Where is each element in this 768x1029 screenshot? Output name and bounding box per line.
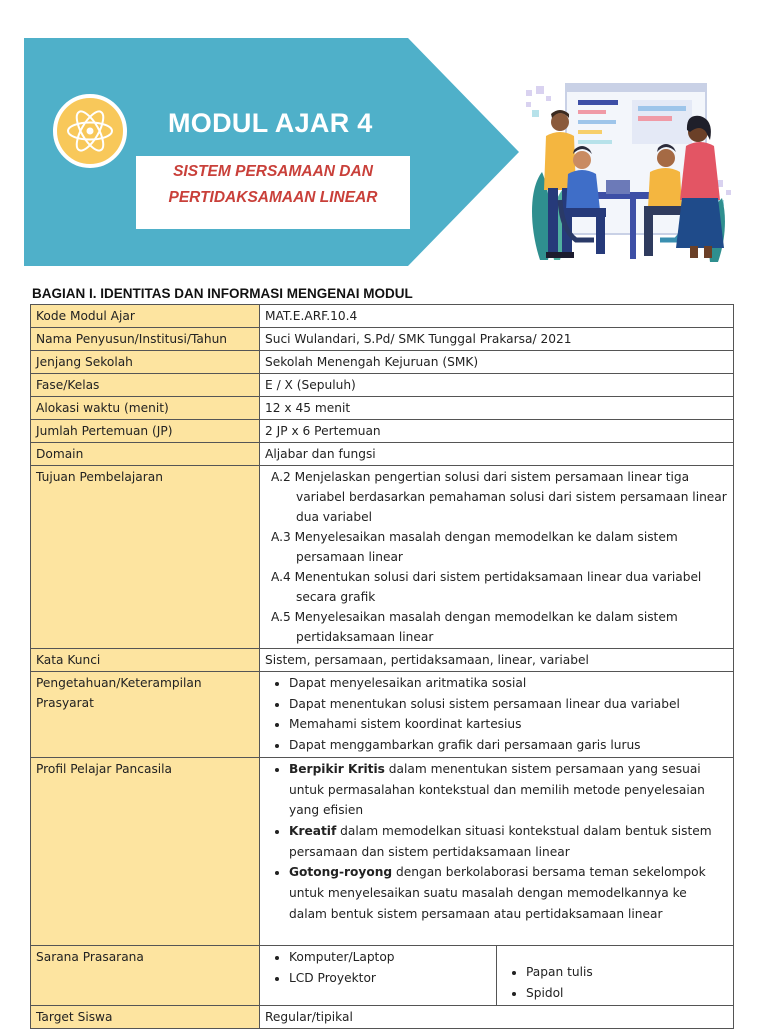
row-label: Target Siswa xyxy=(31,1005,260,1028)
table-row xyxy=(31,466,734,649)
row-label: Jumlah Pertemuan (JP) xyxy=(31,420,260,443)
list-item: • Papan tulis xyxy=(526,962,728,983)
table-row xyxy=(31,420,734,443)
header-banner xyxy=(0,0,768,275)
module-identity-table xyxy=(30,304,734,1029)
profile-desc: dalam memodelkan situasi kontekstual dalam bentuk sistem persamaan dan sistem pertidaksamaan linear xyxy=(289,823,712,859)
row-label: Kode Modul Ajar xyxy=(31,305,260,328)
row-label: Jenjang Sekolah xyxy=(31,351,260,374)
row-value: 2 JP x 6 Pertemuan xyxy=(260,420,734,443)
learning-objectives xyxy=(260,466,734,649)
table-row xyxy=(31,946,734,1005)
row-label: Sarana Prasarana xyxy=(31,946,260,1005)
module-subtitle-box xyxy=(136,156,410,229)
module-subtitle-line2: PERTIDAKSAMAAN LINEAR xyxy=(168,189,378,206)
table-row xyxy=(31,351,734,374)
table-row xyxy=(31,397,734,420)
table-row xyxy=(31,443,734,466)
row-value: Regular/tipikal xyxy=(260,1005,734,1028)
list-item xyxy=(289,862,728,924)
row-label: Domain xyxy=(31,443,260,466)
row-label: Kata Kunci xyxy=(31,649,260,672)
atom-icon xyxy=(53,94,127,168)
profile-desc: dengan berkolaborasi bersama teman sekelompok untuk menyelesaikan suatu masalah dengan memodelkannya ke dalam bentuk sistem persamaan atau pertidaksamaan linear xyxy=(289,865,706,921)
profile-desc: dalam menentukan sistem persamaan yang sesuai untuk permasalahan kontekstual dan memilih metode penyelesaian yang efisien xyxy=(289,761,705,818)
objective-item: A.3 Menyelesaikan masalah dengan memodelkan ke dalam sistem persamaan linear xyxy=(271,530,678,564)
list-item: • Dapat menggambarkan grafik dari persamaan garis lurus xyxy=(289,735,728,756)
list-item: • Dapat menentukan solusi sistem persamaan linear dua variabel xyxy=(289,694,728,715)
list-item: • Memahami sistem koordinat kartesius xyxy=(289,714,728,735)
table-row xyxy=(31,305,734,328)
objective-item: A.4 Menentukan solusi dari sistem pertidaksamaan linear dua variabel secara grafik xyxy=(271,570,702,604)
row-value: E / X (Sepuluh) xyxy=(260,374,734,397)
objective-item: A.5 Menyelesaikan masalah dengan memodelkan ke dalam sistem pertidaksamaan linear xyxy=(271,610,678,644)
table-row xyxy=(31,649,734,672)
row-label: Profil Pelajar Pancasila xyxy=(31,757,260,946)
row-label: Pengetahuan/Keterampilan Prasyarat xyxy=(31,672,260,758)
row-value: Aljabar dan fungsi xyxy=(260,443,734,466)
row-value: MAT.E.ARF.10.4 xyxy=(260,305,734,328)
facilities xyxy=(260,946,734,1005)
table-row xyxy=(31,328,734,351)
row-label: Alokasi waktu (menit) xyxy=(31,397,260,420)
module-subtitle-line1: SISTEM PERSAMAAN DAN xyxy=(173,163,373,180)
objective-item: A.2 Menjelaskan pengertian solusi dari sistem persamaan linear tiga variabel berdasarkan pemahaman solusi dari sistem persamaan linear dua variabel xyxy=(271,470,727,524)
team-meeting-illustration xyxy=(520,80,740,265)
table-row xyxy=(31,757,734,946)
row-value: Suci Wulandari, S.Pd/ SMK Tunggal Prakarsa/ 2021 xyxy=(260,328,734,351)
section-heading: BAGIAN I. IDENTITAS DAN INFORMASI MENGENAI MODUL xyxy=(32,286,413,301)
table-row xyxy=(31,1005,734,1028)
row-value: 12 x 45 menit xyxy=(260,397,734,420)
list-item xyxy=(289,821,728,862)
table-row xyxy=(31,374,734,397)
row-label: Nama Penyusun/Institusi/Tahun xyxy=(31,328,260,351)
profile-term: Gotong-royong xyxy=(289,865,393,880)
profile-term: Kreatif xyxy=(289,823,337,838)
list-item: • Komputer/Laptop xyxy=(289,947,491,968)
table-row xyxy=(31,672,734,758)
module-title: MODUL AJAR 4 xyxy=(168,108,373,138)
row-value: Sekolah Menengah Kejuruan (SMK) xyxy=(260,351,734,374)
list-item: • Dapat menyelesaikan aritmatika sosial xyxy=(289,673,728,694)
list-item: • LCD Proyektor xyxy=(289,968,491,989)
row-label: Fase/Kelas xyxy=(31,374,260,397)
row-value: Sistem, persamaan, pertidaksamaan, linear, variabel xyxy=(260,649,734,672)
list-item: • Spidol xyxy=(526,983,728,1004)
profile-term: Berpikir Kritis xyxy=(289,761,385,776)
pancasila-profile xyxy=(260,757,734,946)
row-label: Tujuan Pembelajaran xyxy=(31,466,260,649)
prerequisites xyxy=(260,672,734,758)
list-item xyxy=(289,759,728,821)
